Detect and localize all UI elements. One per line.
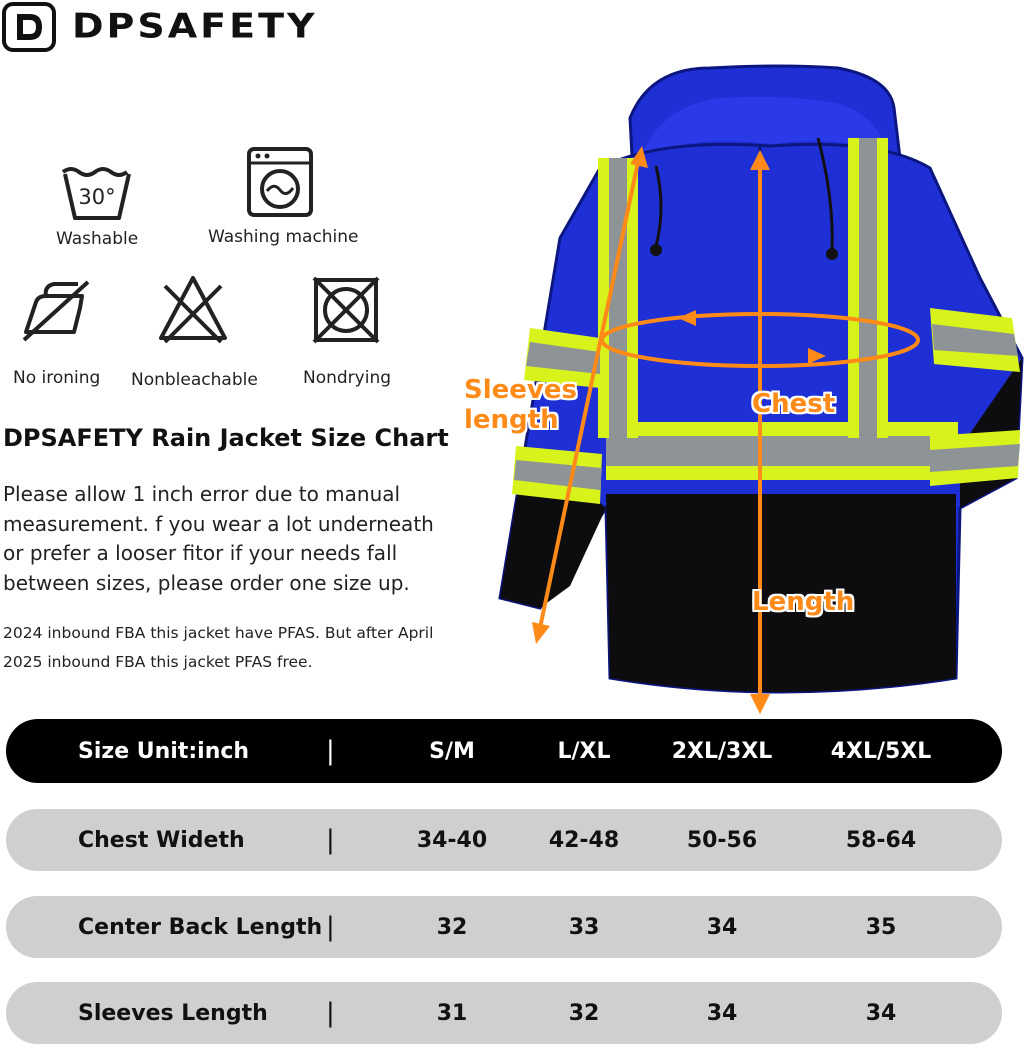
table-cell: 31 (436, 1000, 468, 1026)
row-separator: | (326, 998, 335, 1028)
wash-tub-30-icon (57, 160, 137, 234)
row-label: Chest Wideth (78, 827, 245, 853)
sleeves-length-label: Sleeves length (464, 375, 577, 435)
size-sm: S/M (429, 738, 475, 764)
care-label-nonbleachable: Nonbleachable (131, 370, 258, 390)
row-label: Sleeves Length (78, 1000, 268, 1026)
table-row-chest (6, 809, 1002, 871)
header-label: Size Unit:inch (78, 738, 250, 764)
table-cell: 32 (568, 1000, 600, 1026)
table-cell: 58-64 (845, 827, 917, 853)
length-label: Length (752, 587, 855, 617)
pfas-note: 2024 inbound FBA this jacket have PFAS. But after April 2025 inbound FBA this jacket PFAS free. (3, 624, 434, 671)
table-row-center-back (6, 896, 1002, 958)
header-separator: | (326, 736, 335, 766)
chest-label: Chest (752, 389, 836, 419)
row-label: Center Back Length (78, 914, 323, 940)
size-table-header (6, 719, 1002, 783)
no-bleach-icon (153, 272, 233, 346)
table-cell: 42-48 (548, 827, 620, 853)
washing-machine-icon (240, 146, 320, 220)
care-label-washing-machine: Washing machine (208, 227, 359, 247)
table-cell: 34 (865, 1000, 897, 1026)
table-cell: 33 (568, 914, 600, 940)
brand-name: DPSAFETY (72, 6, 318, 46)
table-cell: 32 (436, 914, 468, 940)
table-cell: 34 (706, 1000, 738, 1026)
size-2xl3xl: 2XL/3XL (671, 738, 773, 764)
care-label-washable: Washable (56, 229, 139, 249)
table-cell: 34 (706, 914, 738, 940)
care-label-no-ironing: No ironing (13, 368, 101, 388)
size-4xl5xl: 4XL/5XL (830, 738, 932, 764)
row-separator: | (326, 825, 335, 855)
size-lxl: L/XL (557, 738, 611, 764)
no-tumble-dry-icon (306, 274, 386, 348)
wash-temp-label: 30° (78, 185, 116, 209)
brand-logo-icon (2, 2, 56, 52)
table-row-sleeves (6, 982, 1002, 1044)
table-cell: 35 (865, 914, 897, 940)
table-cell: 34-40 (416, 827, 488, 853)
row-separator: | (326, 912, 335, 942)
page-title: DPSAFETY Rain Jacket Size Chart (3, 424, 449, 452)
no-iron-icon (16, 274, 96, 348)
care-label-nondrying: Nondrying (303, 368, 392, 388)
sizing-note: Please allow 1 inch error due to manual measurement. f you wear a lot underneath or prefer a looser fitor if your needs fall between sizes, please order one size up. (3, 482, 434, 595)
table-cell: 50-56 (686, 827, 758, 853)
